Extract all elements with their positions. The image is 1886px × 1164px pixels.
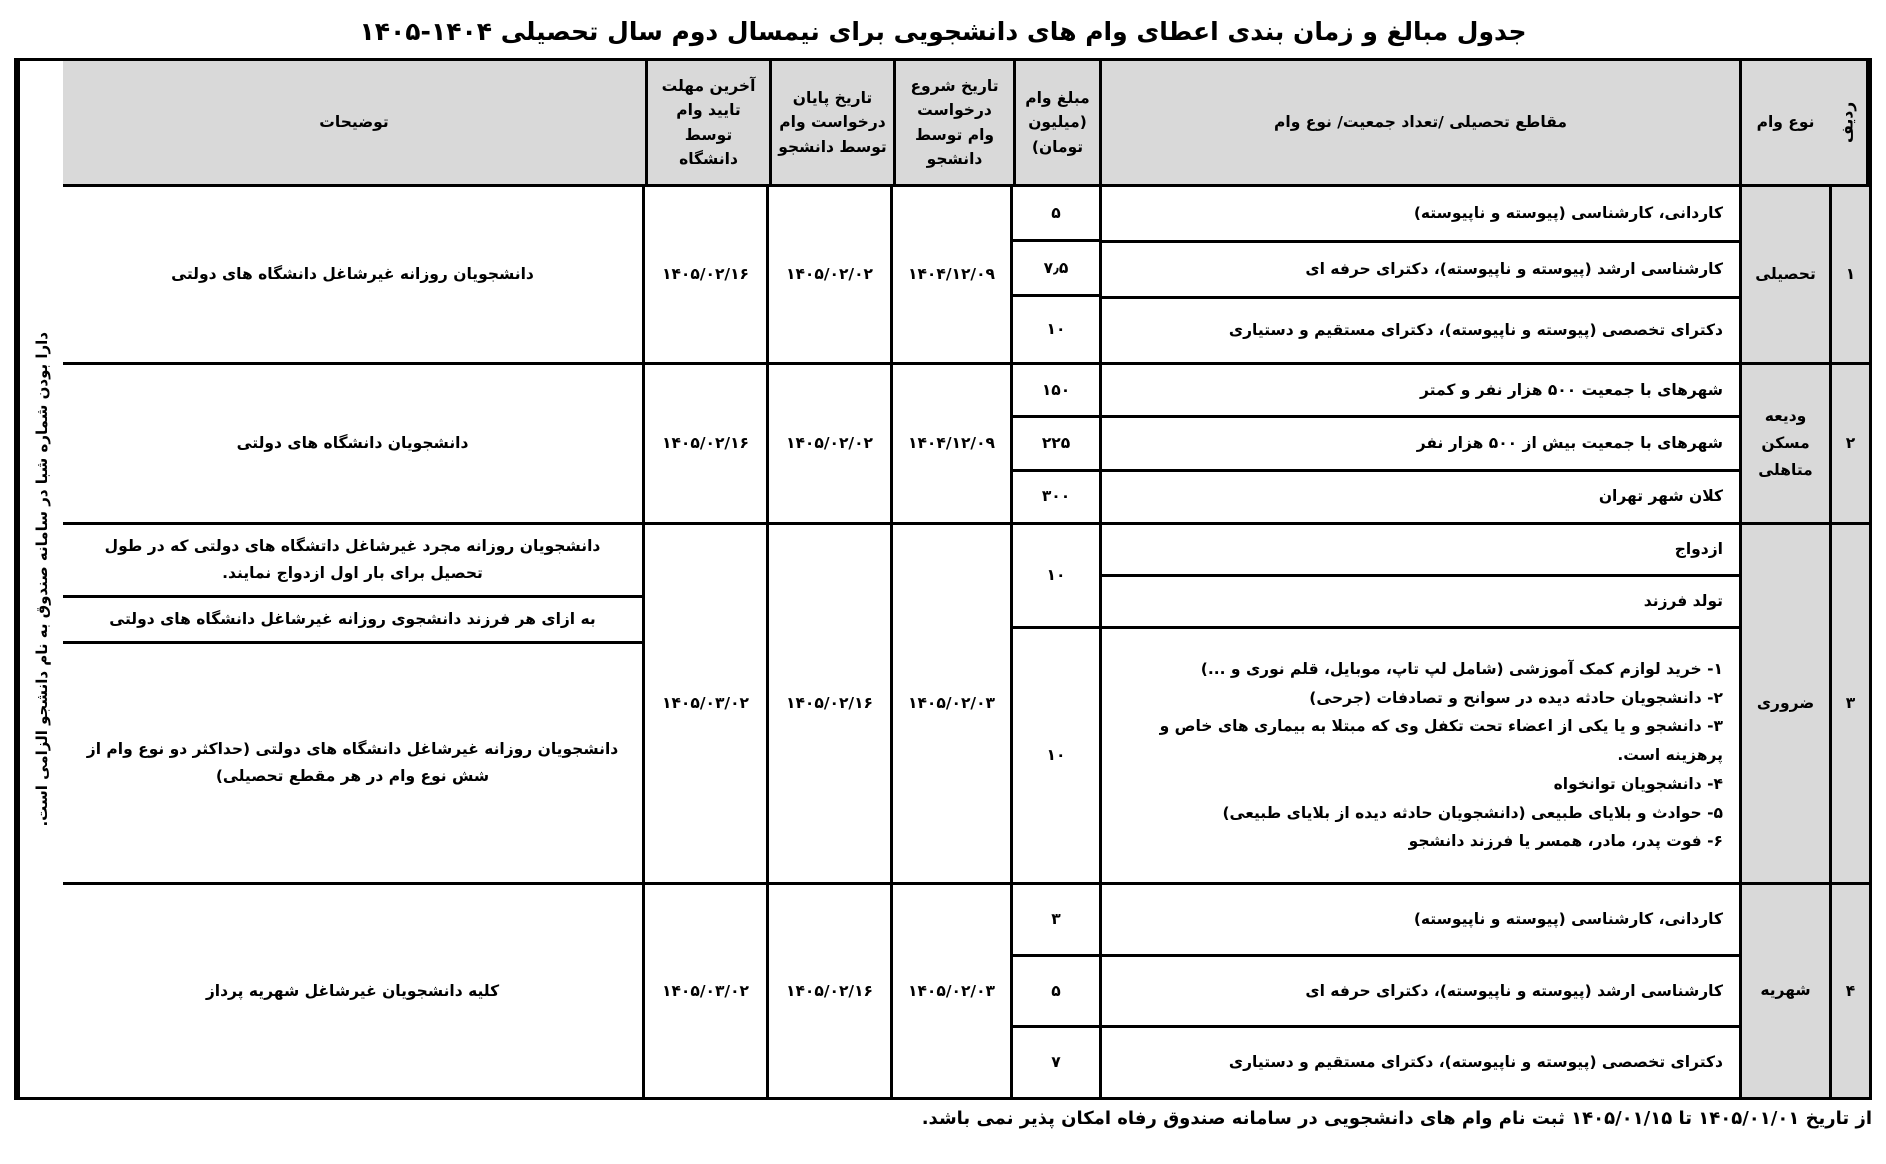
row-start-date: ۱۴۰۴/۱۲/۰۹ [890, 187, 1010, 362]
row-start-date: ۱۴۰۴/۱۲/۰۹ [890, 365, 1010, 522]
amount-value: ۵ [1013, 187, 1099, 242]
amount-value: ۷٫۵ [1013, 242, 1099, 297]
table-row [63, 365, 1869, 525]
table-row [63, 885, 1869, 1097]
row-levels [1099, 525, 1739, 882]
row-radif: ۱ [1829, 187, 1869, 362]
row-start-date: ۱۴۰۵/۰۲/۰۳ [890, 885, 1010, 1097]
side-note-text: دارا بودن شماره شبا در سامانه صندوق به نام دانشجو الزامی است. [32, 331, 51, 827]
row-levels [1099, 187, 1739, 362]
header-start-date: تاریخ شروع درخواست وام توسط دانشجو [893, 61, 1013, 184]
side-note-column [17, 61, 63, 1097]
amount-value: ۵ [1013, 957, 1099, 1029]
header-level: مقاطع تحصیلی /تعداد جمعیت/ نوع وام [1099, 61, 1739, 184]
row-loan-type: تحصیلی [1739, 187, 1829, 362]
row-end-date: ۱۴۰۵/۰۲/۱۶ [766, 885, 890, 1097]
row-description: کلیه دانشجویان غیرشاغل شهریه پرداز [63, 885, 642, 1097]
row-amounts [1010, 525, 1099, 882]
row-end-date: ۱۴۰۵/۰۲/۰۲ [766, 187, 890, 362]
row-radif: ۴ [1829, 885, 1869, 1097]
level-label: کارشناسی ارشد (پیوسته و ناپیوسته)، دکترای حرفه ای [1102, 243, 1739, 299]
amount-value: ۷ [1013, 1028, 1099, 1097]
level-label: کاردانی، کارشناسی (پیوسته و ناپیوسته) [1102, 885, 1739, 957]
header-end-date: تاریخ پایان درخواست وام توسط دانشجو [769, 61, 893, 184]
row-confirm-date: ۱۴۰۵/۰۳/۰۲ [642, 525, 766, 882]
header-amount: مبلغ وام (میلیون تومان) [1013, 61, 1099, 184]
level-label: دکترای تخصصی (پیوسته و ناپیوسته)، دکترای مستقیم و دستیاری [1102, 1028, 1739, 1097]
page-title: جدول مبالغ و زمان بندی اعطای وام های دانشجویی برای نیمسال دوم سال تحصیلی ۱۴۰۴-۱۴۰۵ [359, 16, 1527, 46]
table-header-row [63, 61, 1869, 187]
row-description: دانشجویان روزانه غیرشاغل دانشگاه های دولتی [63, 187, 642, 362]
row-radif: ۲ [1829, 365, 1869, 522]
row-end-date: ۱۴۰۵/۰۲/۰۲ [766, 365, 890, 522]
header-description: توضیحات [63, 61, 645, 184]
header-confirm-date: آخرین مهلت تایید وام توسط دانشگاه [645, 61, 769, 184]
list-item: ۴- دانشجویان توانخواه [1553, 774, 1723, 793]
header-radif: ردیف [1829, 61, 1869, 184]
table-body [63, 187, 1869, 1097]
description-list: دانشجویان روزانه غیرشاغل دانشگاه های دولتی (حداکثر دو نوع وام از شش نوع وام در هر مقطع تحصیلی) [86, 740, 619, 786]
amount-value: ۱۰ [1013, 525, 1099, 629]
row-amounts [1010, 885, 1099, 1097]
header-loan-type: نوع وام [1739, 61, 1829, 184]
row-description: دانشجویان دانشگاه های دولتی [63, 365, 642, 522]
amount-value: ۱۰ [1013, 629, 1099, 882]
list-item: ۱- خرید لوازم کمک آموزشی (شامل لپ تاپ، موبایل، قلم نوری و ...) [1200, 660, 1723, 679]
level-label: دکترای تخصصی (پیوسته و ناپیوسته)، دکترای مستقیم و دستیاری [1102, 299, 1739, 362]
level-label: کاردانی، کارشناسی (پیوسته و ناپیوسته) [1102, 187, 1739, 243]
description-marriage: دانشجویان روزانه مجرد غیرشاغل داتشگاه های دولتی که در طول تحصیل برای بار اول ازدواج نمایند. [63, 525, 642, 598]
row-amounts [1010, 187, 1099, 362]
row-confirm-date: ۱۴۰۵/۰۲/۱۶ [642, 365, 766, 522]
list-item: ۳- دانشجو و یا یکی از اعضاء تحت تکفل وی که مبتلا به بیماری های خاص و [1159, 717, 1723, 736]
amount-value: ۲۲۵ [1013, 418, 1099, 471]
row-confirm-date: ۱۴۰۵/۰۳/۰۲ [642, 885, 766, 1097]
row-levels [1099, 885, 1739, 1097]
row-start-date: ۱۴۰۵/۰۲/۰۳ [890, 525, 1010, 882]
level-label: کارشناسی ارشد (پیوسته و ناپیوسته)، دکترای حرفه ای [1102, 957, 1739, 1029]
row-amounts [1010, 365, 1099, 522]
row-end-date: ۱۴۰۵/۰۲/۱۶ [766, 525, 890, 882]
amount-value: ۳ [1013, 885, 1099, 957]
amount-value: ۱۰ [1013, 297, 1099, 362]
description-birth: به ازای هر فرزند دانشجوی روزانه غیرشاغل دانشگاه های دولتی [63, 598, 642, 644]
table-grid [63, 61, 1869, 1097]
level-label: کلان شهر تهران [1102, 472, 1739, 522]
list-item: ۶- فوت پدر، مادر، همسر یا فرزند دانشجو [1408, 832, 1723, 851]
table-row [63, 187, 1869, 365]
list-item: ۲- دانشجویان حادثه دیده در سوانح و تصادفات (جرحی) [1309, 688, 1723, 707]
loans-table [14, 58, 1872, 1100]
row-levels [1099, 365, 1739, 522]
row-radif: ۳ [1829, 525, 1869, 882]
row-loan-type: ضروری [1739, 525, 1829, 882]
level-label: شهرهای با جمعیت بیش از ۵۰۰ هزار نفر [1102, 418, 1739, 471]
birth-label: تولد فرزند [1102, 577, 1739, 629]
table-row [63, 525, 1869, 885]
necessary-loan-list [1102, 629, 1739, 882]
row-confirm-date: ۱۴۰۵/۰۲/۱۶ [642, 187, 766, 362]
footer-note: از تاریخ ۱۴۰۵/۰۱/۰۱ تا ۱۴۰۵/۰۱/۱۵ ثبت نام وام های دانشجویی در سامانه صندوق رفاه امکان پذیر نمی باشد. [921, 1108, 1872, 1129]
document-title-bar [0, 0, 1886, 62]
list-item: پرهزینه است. [1617, 746, 1723, 765]
row-loan-type: شهریه [1739, 885, 1829, 1097]
amount-value: ۳۰۰ [1013, 472, 1099, 522]
list-item: ۵- حوادث و بلایای طبیعی (دانشجویان حادثه دیده از بلایای طبیعی) [1222, 803, 1723, 822]
row-description [63, 525, 642, 882]
marriage-label: ازدواج [1102, 525, 1739, 577]
level-label: شهرهای با جمعیت ۵۰۰ هزار نفر و کمتر [1102, 365, 1739, 418]
row-loan-type: ودیعه مسکن متاهلی [1739, 365, 1829, 522]
amount-value: ۱۵۰ [1013, 365, 1099, 418]
